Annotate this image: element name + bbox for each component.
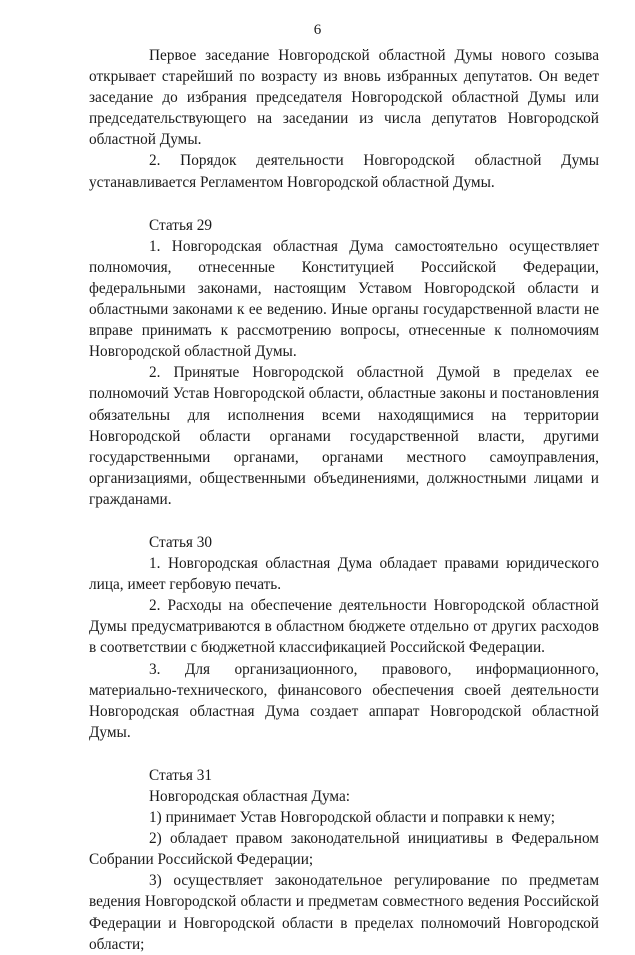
paragraph: 1. Новгородская областная Дума обладает правами юридического лица, имеет гербовую печать. [89, 555, 599, 594]
paragraph: 2. Порядок деятельности Новгородской областной Думы устанавливается Регламентом Новгородской областной Думы. [89, 152, 599, 191]
paragraph: 3. Для организационного, правового, информационного, материально-технического, финансового обеспечения своей деятельности Новгородская областная Дума создает аппарат Новгородской областной Думы. [89, 660, 599, 741]
list-item: 2) обладает правом законодательной инициативы в Федеральном Собрании Российской Федерации; [89, 830, 599, 869]
document-body [89, 45, 599, 955]
list-item: 1) принимает Устав Новгородской области и поправки к нему; [149, 809, 556, 827]
paragraph: Первое заседание Новгородской областной Думы нового созыва открывает старейший по возрасту из вновь избранных депутатов. Он ведет заседание до избрания председателя Новгородской областной Думы или председательствующего на заседании из числа депутатов Новгородской областной Думы. [89, 47, 599, 149]
paragraph: 2. Расходы на обеспечение деятельности Новгородской областной Думы предусматриваются в областном бюджете отдельно от других расходов в соответствии с бюджетной классификацией Российской Федерации. [89, 597, 599, 657]
page-number: 6 [313, 22, 322, 38]
article-heading-29: Статья 29 [149, 216, 213, 234]
article-heading-30: Статья 30 [149, 533, 213, 551]
list-item: 3) осуществляет законодательное регулирование по предметам ведения Новгородской области и предметам совместного ведения Российской Федерации и Новгородской области в пределах полномочий Новгородской области; [89, 872, 599, 953]
paragraph: Новгородская областная Дума: [149, 788, 351, 805]
paragraph: 1. Новгородская областная Дума самостоятельно осуществляет полномочия, отнесенные Конституцией Российской Федерации, федеральными законами, настоящим Уставом Новгородской области и областными законами к ее ведению. Иные органы государственной власти не вправе принимать к рассмотрению вопросы, отнесенные к полномочиям Новгородской областной Думы. [89, 237, 599, 361]
paragraph: 2. Принятые Новгородской областной Думой в пределах ее полномочий Устав Новгородской области, областные законы и постановления обязательны для исполнения всеми находящимися на территории Новгородской области органами государственной власти, другими государственными органами, органами местного самоуправления, организациями, общественными объединениями, должностными лицами и гражданами. [89, 364, 599, 508]
article-heading-31: Статья 31 [149, 766, 213, 784]
